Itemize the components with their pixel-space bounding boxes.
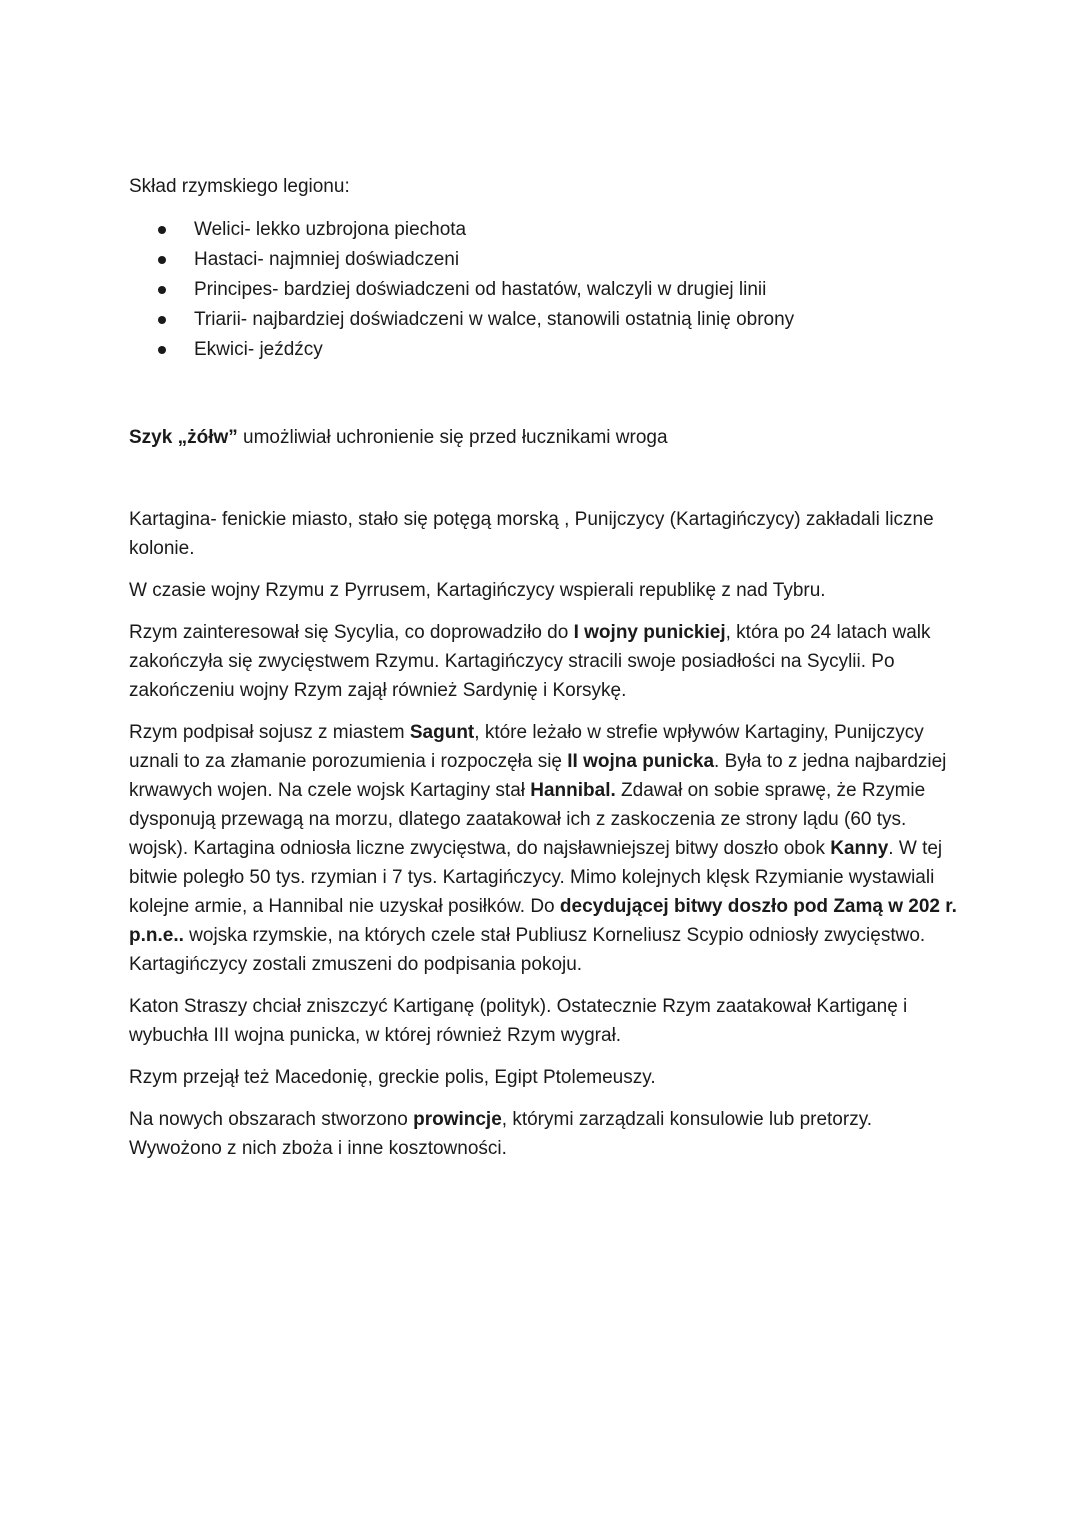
bold-term: prowincje xyxy=(413,1109,502,1130)
second-punic-war-paragraph xyxy=(129,718,959,979)
text-run: Zdawał on sobie sprawę, że Rzymie dysponują przewagą na morzu, dlatego zaatakował ich z zaskoczenia ze strony lądu (60 tys. wojsk). Kartagina odniosła liczne zwycięstwa, do najsławniejszej bitwy doszło obok xyxy=(129,780,926,859)
text-run: wojska rzymskie, na których czele stał Publiusz Korneliusz Scypio odniosły zwycięstwo. Kartagińczycy zostali zmuszeni do podpisania pokoju. xyxy=(129,925,926,975)
bold-term: II wojna punicka xyxy=(567,751,715,772)
text-run: Na nowych obszarach stworzono xyxy=(129,1109,414,1130)
conquests-paragraph: Rzym przejął też Macedonię, greckie polis, Egipt Ptolemeuszy. xyxy=(129,1067,656,1088)
text-run: . Była to z jedna najbardziej krwawych wojen. Na czele wojsk Kartaginy stał xyxy=(129,751,947,801)
bold-term: decydującej bitwy doszło pod Zamą w 202 r. p.n.e.. xyxy=(129,896,957,946)
turtle-formation-paragraph xyxy=(129,423,959,452)
turtle-formation-text: umożliwiał uchronienie się przed łucznikami wroga xyxy=(237,427,668,448)
text-run: , które leżało w strefie wpływów Kartaginy, Punijczycy uznali to za złamanie porozumienia i rozpoczęła się xyxy=(129,722,924,772)
bold-term: Sagunt xyxy=(409,722,475,743)
text-run: , którymi zarządzali konsulowie lub pretorzy. Wywożono z nich zboża i inne kosztowności. xyxy=(129,1109,873,1159)
list-item: Hastaci- najmniej doświadczeni xyxy=(129,245,959,275)
legion-list xyxy=(129,215,959,365)
text-run: Rzym zainteresował się Sycylia, co doprowadziło do xyxy=(129,622,574,643)
carthage-paragraph: Kartagina- fenickie miasto, stało się potęgą morską , Punijczycy (Kartagińczycy) zakładali liczne kolonie. xyxy=(129,509,934,559)
bold-term: Kanny xyxy=(830,838,889,859)
bold-term: I wojny punickiej xyxy=(573,622,726,643)
list-item: Principes- bardziej doświadczeni od hastatów, walczyli w drugiej linii xyxy=(129,275,959,305)
list-item: Ekwici- jeźdźcy xyxy=(129,335,959,365)
pyrrhus-paragraph: W czasie wojny Rzymu z Pyrrusem, Kartagińczycy wspierali republikę z nad Tybru. xyxy=(129,580,826,601)
third-punic-war-paragraph: Katon Straszy chciał zniszczyć Kartiganę (polityk). Ostatecznie Rzym zaatakował Kartiganę i wybuchła III wojna punicka, w której również Rzym wygrał. xyxy=(129,996,908,1046)
document-page xyxy=(129,172,959,1163)
provinces-paragraph xyxy=(129,1105,959,1163)
bold-term: Hannibal. xyxy=(530,780,616,801)
text-run: Rzym podpisał sojusz z miastem xyxy=(129,722,410,743)
text-run: , która po 24 latach walk zakończyła się zwycięstwem Rzymu. Kartagińczycy stracili swoje posiadłości na Sycylii. Po zakończeniu wojny Rzym zajął również Sardynię i Korsykę. xyxy=(129,622,931,701)
text-run: . W tej bitwie poległo 50 tys. rzymian i 7 tys. Kartagińczycy. Mimo kolejnych klęsk Rzymianie wystawiali kolejne armie, a Hannibal nie uzyskał posiłków. Do xyxy=(129,838,943,917)
turtle-formation-term: Szyk „żółw” xyxy=(129,427,238,448)
first-punic-war-paragraph xyxy=(129,618,959,705)
list-item: Triarii- najbardziej doświadczeni w walce, stanowili ostatnią linię obrony xyxy=(129,305,959,335)
list-item: Welici- lekko uzbrojona piechota xyxy=(129,215,959,245)
legion-heading: Skład rzymskiego legionu: xyxy=(129,176,350,197)
